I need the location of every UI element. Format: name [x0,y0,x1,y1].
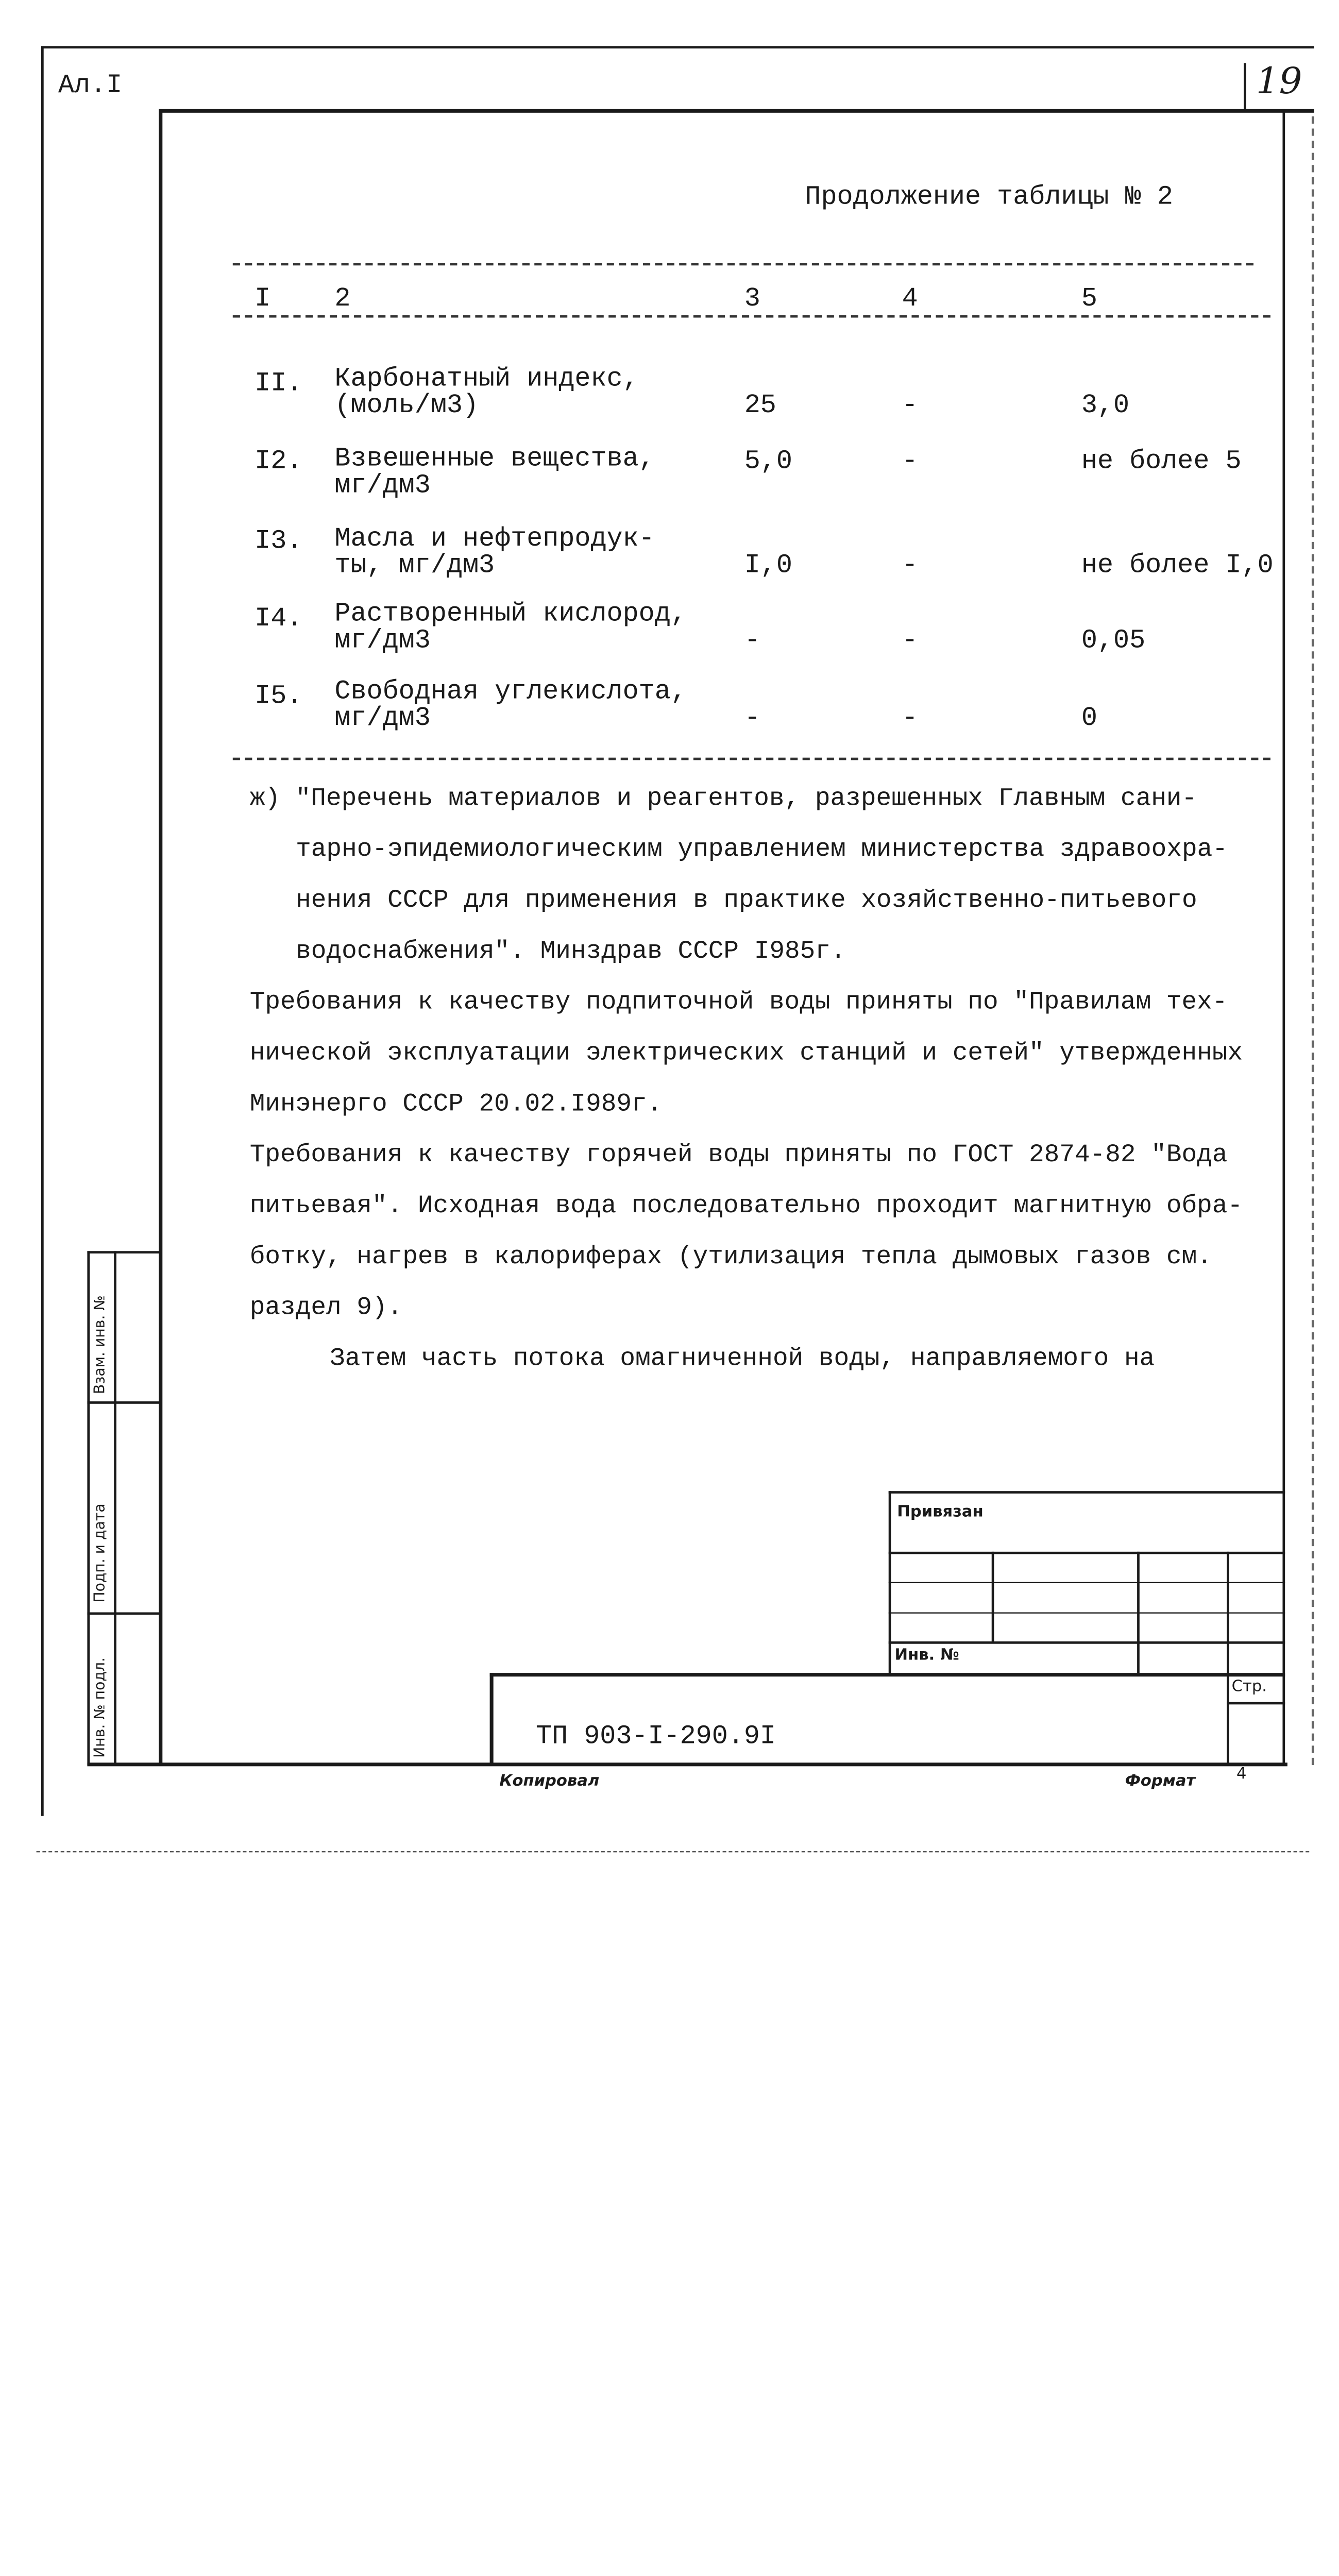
outer-frame-left [41,46,44,1816]
table-rule-header [233,315,1270,318]
body-text-line: нической эксплуатации электрических станций и сетей" утвержденных [249,1040,1243,1068]
row-number: I3. [255,526,303,557]
row-name-line: Карбонатный индекс, [334,363,639,394]
stamp-row [889,1552,1285,1554]
row-col4: - [902,390,918,421]
side-label-inv-podl: Инв. № подл. [91,1657,108,1758]
sheet-mark: Ал.I [58,70,123,101]
stamp-main-top [490,1673,1285,1676]
row-col5: 0,05 [1081,625,1146,656]
row-number: I2. [255,446,303,477]
stamp-privyazan: Привязан [897,1503,984,1522]
row-col3: 25 [744,390,776,421]
row-col3: I,0 [744,550,792,581]
stamp-row [889,1612,1285,1613]
row-col5: 0 [1081,703,1097,734]
table-header-cell: 4 [902,283,918,314]
inner-frame-right [1282,109,1285,1765]
document-code: ТП 903-I-290.9I [536,1721,776,1752]
row-col5: не более I,0 [1081,550,1274,581]
row-number: II. [255,368,303,399]
row-col4: - [902,446,918,477]
footnote-line: водоснабжения". Минздрав СССР I985г. [296,938,846,967]
row-col3: - [744,703,760,734]
row-name-line: (моль/м3) [334,390,479,421]
side-strip-divider [114,1251,116,1765]
stamp-format-value: 4 [1236,1765,1247,1784]
stamp-main-left [490,1673,494,1765]
stamp-col [992,1552,994,1641]
table-rule-top [233,263,1253,266]
stamp-row [889,1582,1285,1583]
table-header-cell: I [255,283,271,314]
side-strip-top [87,1251,160,1253]
inner-frame-bottom [87,1762,1287,1766]
row-name-line: Взвешенные вещества, [334,444,655,474]
body-text-line: питьевая". Исходная вода последовательно проходит магнитную обра- [249,1193,1243,1221]
row-name-line: ты, мг/дм3 [334,550,495,581]
table-rule-bottom [233,758,1270,760]
stamp-format-label: Формат [1125,1772,1196,1791]
stamp-inv-no: Инв. № [894,1646,959,1665]
row-col5: 3,0 [1081,390,1130,421]
inner-frame-left [159,109,162,1765]
row-col5: не более 5 [1081,446,1242,477]
row-number: I5. [255,681,303,712]
side-strip-sep [87,1612,160,1615]
stamp-row [889,1641,1285,1644]
row-col4: - [902,550,918,581]
page-number-box-left [1244,63,1246,109]
table-header-cell: 2 [334,283,351,314]
body-text-line: Требования к качеству горячей воды приняты по ГОСТ 2874-82 "Вода [249,1142,1228,1170]
inner-frame-top [160,109,1314,113]
row-col3: - [744,625,760,656]
row-name-line: мг/дм3 [334,470,431,501]
body-text-line: Затем часть потока омагниченной воды, направляемого на [330,1345,1155,1374]
row-name-line: мг/дм3 [334,703,431,734]
row-name-line: Масла и нефтепродук- [334,523,655,554]
side-label-vzam-inv: Взам. инв. № [91,1295,108,1394]
outer-frame-top [41,46,1314,48]
body-text-line: ботку, нагрев в калориферах (утилизация тепла дымовых газов см. [249,1244,1212,1272]
page-number: 19 [1256,60,1302,104]
stamp-sheet-label: Стр. [1231,1677,1267,1696]
row-col4: - [902,625,918,656]
side-strip-left [87,1251,90,1765]
stamp-sheet-sep [1227,1702,1285,1705]
body-text-line: Минэнерго СССР 20.02.I989г. [249,1091,663,1119]
row-col3: 5,0 [744,446,792,477]
row-number: I4. [255,603,303,634]
row-name-line: мг/дм3 [334,625,431,656]
row-name-line: Растворенный кислород, [334,599,687,630]
side-strip-sep [87,1401,160,1404]
body-text-line: Требования к качеству подпиточной воды приняты по "Правилам тех- [249,989,1228,1018]
row-col4: - [902,703,918,734]
body-text-line: раздел 9). [249,1295,403,1323]
table-header-cell: 5 [1081,283,1097,314]
footnote-line: ж) "Перечень материалов и реагентов, разрешенных Главным сани- [249,785,1197,814]
stamp-col [1227,1552,1229,1765]
side-label-podp-data: Подп. и дата [91,1503,108,1603]
scan-edge-right [1312,116,1314,1765]
footnote-line: нения СССР для применения в практике хозяйственно-питьевого [296,887,1197,916]
table-caption: Продолжение таблицы № 2 [805,181,1173,212]
table-header-cell: 3 [744,283,760,314]
stamp-copied: Копировал [499,1772,600,1791]
stamp-col [1137,1552,1140,1673]
stamp-top [889,1491,1285,1494]
row-name-line: Свободная углекислота, [334,676,687,707]
footnote-line: тарно-эпидемиологическим управлением министерства здравоохра- [296,836,1228,865]
scan-edge-bottom [37,1851,1310,1852]
